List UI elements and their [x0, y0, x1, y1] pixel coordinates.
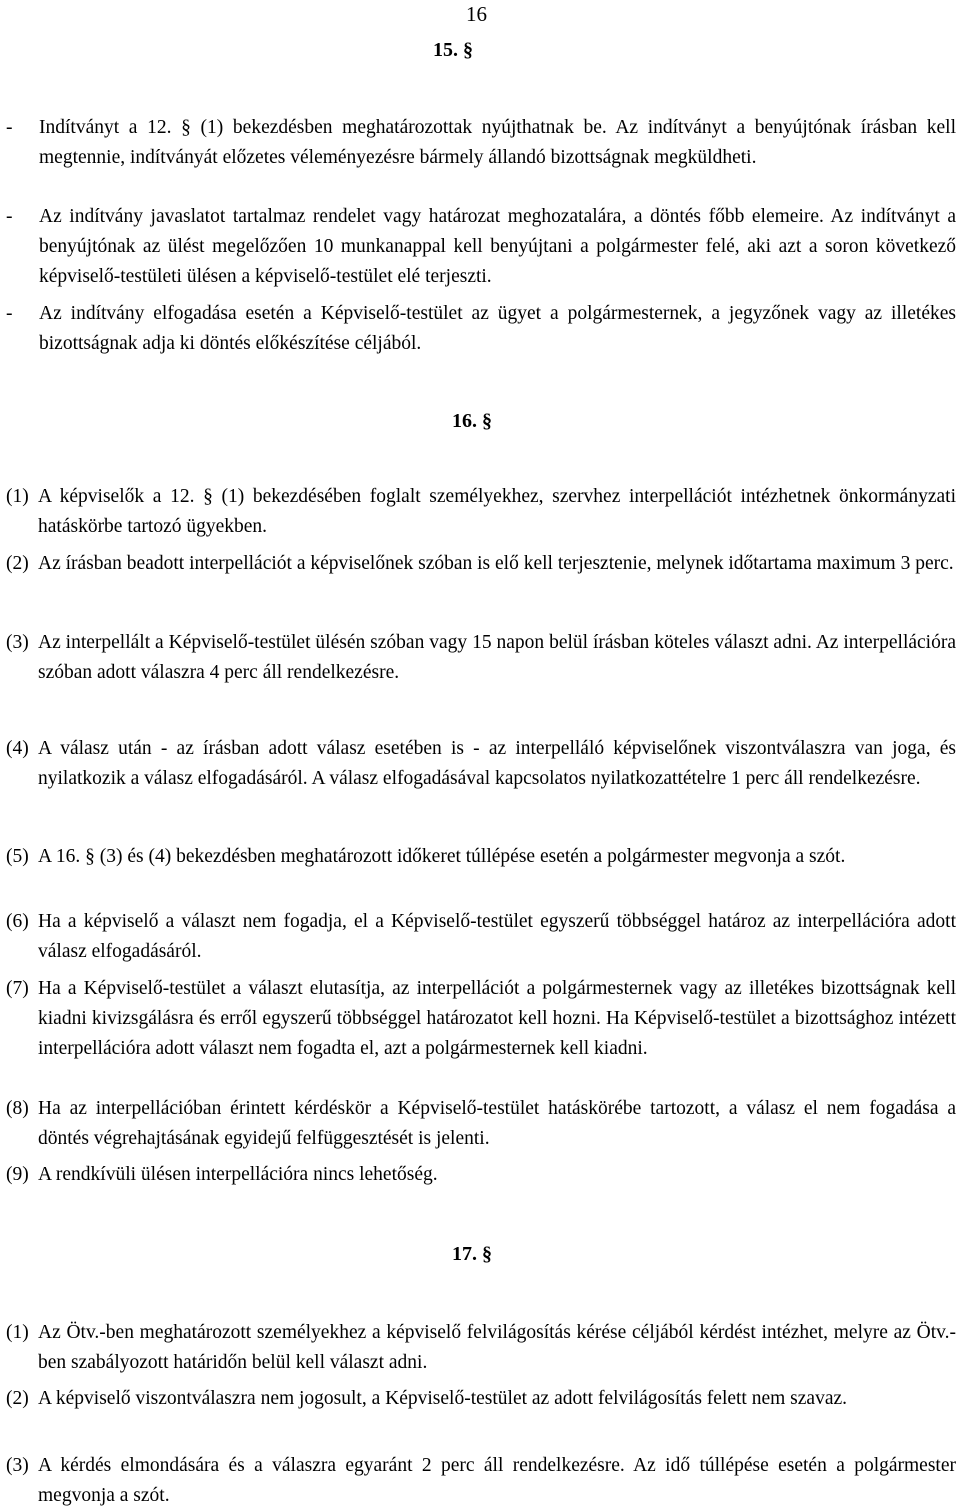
paragraph-text: Ha a Képviselő-testület a választ elutasítja, az interpellációt a polgármesternek vagy az illetékes bizottságnak kell kiadni kivizsgálásra és erről egyszerű többséggel határozatot kell hozni. Ha Képviselő-testület a bizottsághoz intézett interpellációra adott választ nem fogadta el, azt a polgármesternek kell kiadni. — [38, 978, 956, 1059]
paragraph — [6, 628, 956, 688]
paragraph-number: (2) — [6, 1388, 29, 1409]
paragraph — [6, 1451, 956, 1511]
paragraph-text: A 16. § (3) és (4) bekezdésben meghatározott időkeret túllépése esetén a polgármester megvonja a szót. — [38, 846, 846, 867]
paragraph-number: (3) — [6, 1455, 29, 1476]
paragraph-text: Ha a képviselő a választ nem fogadja, el a Képviselő-testület egyszerű többséggel határoz az interpellációra adott válasz elfogadásáról. — [38, 911, 956, 962]
paragraph-number: (2) — [6, 553, 29, 574]
paragraph-text: Az írásban beadott interpellációt a képviselőnek szóban is elő kell terjesztenie, melynek időtartama maximum 3 perc. — [38, 553, 954, 574]
paragraph-text: Az interpellált a Képviselő-testület ülésén szóban vagy 15 napon belül írásban köteles választ adni. Az interpellációra szóban adott válaszra 4 perc áll rendelkezésre. — [38, 632, 956, 683]
paragraph-text: A kérdés elmondására és a válaszra egyaránt 2 perc áll rendelkezésre. Az idő túllépése esetén a polgármester megvonja a szót. — [38, 1455, 956, 1506]
paragraph — [6, 482, 956, 542]
paragraph-number: (4) — [6, 738, 29, 759]
paragraph-number: (1) — [6, 486, 29, 507]
paragraph-number: (1) — [6, 1322, 29, 1343]
paragraph-number: (7) — [6, 978, 29, 999]
item-text: Az indítvány javaslatot tartalmaz rendelet vagy határozat meghozatalára, a döntés főbb elemeire. Az indítványt a benyújtónak az ülést megelőzően 10 munkanappal kell benyújtani a polgármester felé, aki azt a soron következő képviselő-testületi ülésen a képviselő-testület elé terjeszti. — [39, 206, 956, 287]
paragraph — [6, 974, 956, 1064]
item-label: - — [6, 117, 13, 138]
paragraph-text: A válasz után - az írásban adott válasz esetében is - az interpelláló képviselőnek viszontválaszra van joga, és nyilatkozik a válasz elfogadásáról. A válasz elfogadásával kapcsolatos nyilatkozattételre 1 perc áll rendelkezésre. — [38, 738, 956, 789]
list-item — [6, 299, 956, 359]
paragraph-number: (5) — [6, 846, 29, 867]
item-text: Indítványt a 12. § (1) bekezdésben meghatározottak nyújthatnak be. Az indítványt a benyújtónak írásban kell megtennie, indítványát előzetes véleményezésre bármely állandó bizottságnak megküldheti. — [39, 117, 956, 168]
item-label: - — [6, 303, 13, 324]
paragraph — [6, 907, 956, 967]
paragraph-text: A képviselők a 12. § (1) bekezdésében foglalt személyekhez, szervhez interpellációt intézhetnek önkormányzati hatáskörbe tartozó ügyekben. — [38, 486, 956, 537]
paragraph — [6, 842, 956, 872]
page-number: 16 — [466, 2, 487, 26]
paragraph — [6, 1318, 956, 1378]
paragraph-number: (6) — [6, 911, 29, 932]
list-item — [6, 202, 956, 292]
section-heading-15: 15. § — [433, 39, 473, 61]
item-label: - — [6, 206, 13, 227]
paragraph-text: A képviselő viszontválaszra nem jogosult, a Képviselő-testület az adott felvilágosítás felett nem szavaz. — [38, 1388, 848, 1409]
paragraph — [6, 1094, 956, 1154]
paragraph-text: A rendkívüli ülésen interpellációra nincs lehetőség. — [38, 1164, 438, 1185]
paragraph-text: Ha az interpellációban érintett kérdéskör a Képviselő-testület hatáskörébe tartozott, a válasz el nem fogadása a döntés végrehajtásának egyidejű felfüggesztését is jelenti. — [38, 1098, 956, 1149]
section-heading-17: 17. § — [452, 1243, 492, 1265]
paragraph — [6, 1384, 956, 1414]
paragraph-number: (8) — [6, 1098, 29, 1119]
paragraph — [6, 734, 956, 794]
paragraph — [6, 549, 956, 579]
item-text: Az indítvány elfogadása esetén a Képviselő-testület az ügyet a polgármesternek, a jegyzőnek vagy az illetékes bizottságnak adja ki döntés előkészítése céljából. — [39, 303, 956, 354]
section-heading-16: 16. § — [452, 410, 492, 432]
list-item — [6, 113, 956, 173]
paragraph-text: Az Ötv.-ben meghatározott személyekhez a képviselő felvilágosítás kérése céljából kérdést intézhet, melyre az Ötv.-ben szabályozott határidőn belül kell választ adni. — [38, 1322, 956, 1373]
paragraph-number: (9) — [6, 1164, 29, 1185]
paragraph-number: (3) — [6, 632, 29, 653]
paragraph — [6, 1160, 956, 1190]
